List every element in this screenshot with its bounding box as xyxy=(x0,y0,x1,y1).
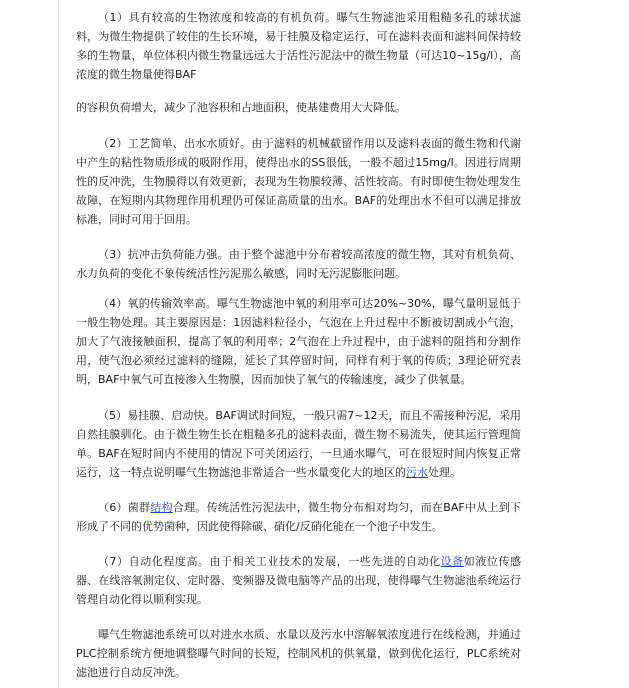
paragraph-2: （2）工艺简单、出水水质好。由于滤料的机械截留作用以及滤料表面的微生物和代谢中产生的粘性物质形成的吸附作用，使得出水的SS很低，一般不超过15mg/l。因进行周期性的反冲洗，生物膜得以有效更新，表现为生物膜较薄、活性较高。有时即使生物处理发生故障，在短期内其物理作用机理仍可保证高质量的出水。BAF的处理出水不但可以满足排放标准，同时可用于回用。 xyxy=(76,137,521,226)
link-equipment[interactable]: 设备 xyxy=(440,555,464,568)
paragraph-3: （3）抗冲击负荷能力强。由于整个滤池中分布着较高浓度的微生物，其对有机负荷、水力负荷的变化不象传统活性污泥那么敏感，同时无污泥膨胀问题。 xyxy=(76,248,521,280)
paragraph-7 xyxy=(76,552,521,609)
paragraph-5-text: （5）易挂膜、启动快。BAF调试时间短，一般只需7~12天，而且不需接种污泥，采用自然挂膜驯化。由于微生物生长在粗糙多孔的滤料表面，微生物不易流失，使其运行管理简单。BAF在短时间内不使用的情况下可关闭运行，一旦通水曝气，可在很短时间内恢复正常运行，这一特点说明曝气生物滤池非常适合一些水量变化大的地区的 xyxy=(76,409,521,479)
paragraph-8: 曝气生物滤池系统可以对进水水质、水量以及污水中溶解氧浓度进行在线检测，并通过PLC控制系统方便地调整曝气时间的长短，控制风机的供氧量，做到优化运行，PLC系统对滤池进行自动反冲洗。 xyxy=(76,628,521,679)
paragraph-5 xyxy=(76,406,521,482)
paragraph-7-tail: 如液位传感器、在线溶氧测定仪、定时器、变频器及微电脑等产品的出现，使得曝气生物滤池系统运行管理自动化得以顺利实现。 xyxy=(76,555,522,606)
paragraph-4: （4）氧的传输效率高。曝气生物滤池中氧的利用率可达20%~30%，曝气量明显低于一般生物处理。其主要原因是：1因滤料粒径小，气泡在上升过程中不断被切割成小气泡，加大了气液接触面积，提高了氧的利用率；2气泡在上升过程中，由于滤料的阻挡和分割作用，使气泡必须经过滤料的缝隙，延长了其停留时间，同样有利于氧的传质；3理论研究表明，BAF中氧气可直接渗入生物膜，因而加快了氧气的传输速度，减少了供氧量。 xyxy=(76,297,521,386)
page-margin-rule xyxy=(58,0,59,688)
paragraph-1: （1）具有较高的生物浓度和较高的有机负荷。曝气生物滤池采用粗糙多孔的球状滤料，为微生物提供了较佳的生长环境，易于挂膜及稳定运行，可在滤料表面和滤料间保持较多的生物量，单位体积内微生物量远远大于活性污泥法中的微生物量（可达10~15g/l），高浓度的微生物量使得BAF xyxy=(76,11,521,81)
paragraph-6-text: （6）菌群 xyxy=(98,501,151,514)
paragraph-6 xyxy=(76,498,521,536)
link-wastewater[interactable]: 污水 xyxy=(406,466,428,479)
paragraph-5-tail: 处理。 xyxy=(428,466,461,479)
paragraph-7-text: （7）自动化程度高。由于相关工业技术的发展，一些先进的自动化 xyxy=(98,555,441,568)
paragraph-1-continued: 的容积负荷增大，减少了池容积和占地面积，使基建费用大大降低。 xyxy=(76,101,406,114)
link-structure[interactable]: 结构 xyxy=(150,501,173,514)
paragraph-6-tail: 合理。传统活性污泥法中，微生物分布相对均匀，而在BAF中从上到下形成了不同的优势菌种，因此使得除碳、硝化/反硝化能在一个池子中发生。 xyxy=(76,501,522,533)
